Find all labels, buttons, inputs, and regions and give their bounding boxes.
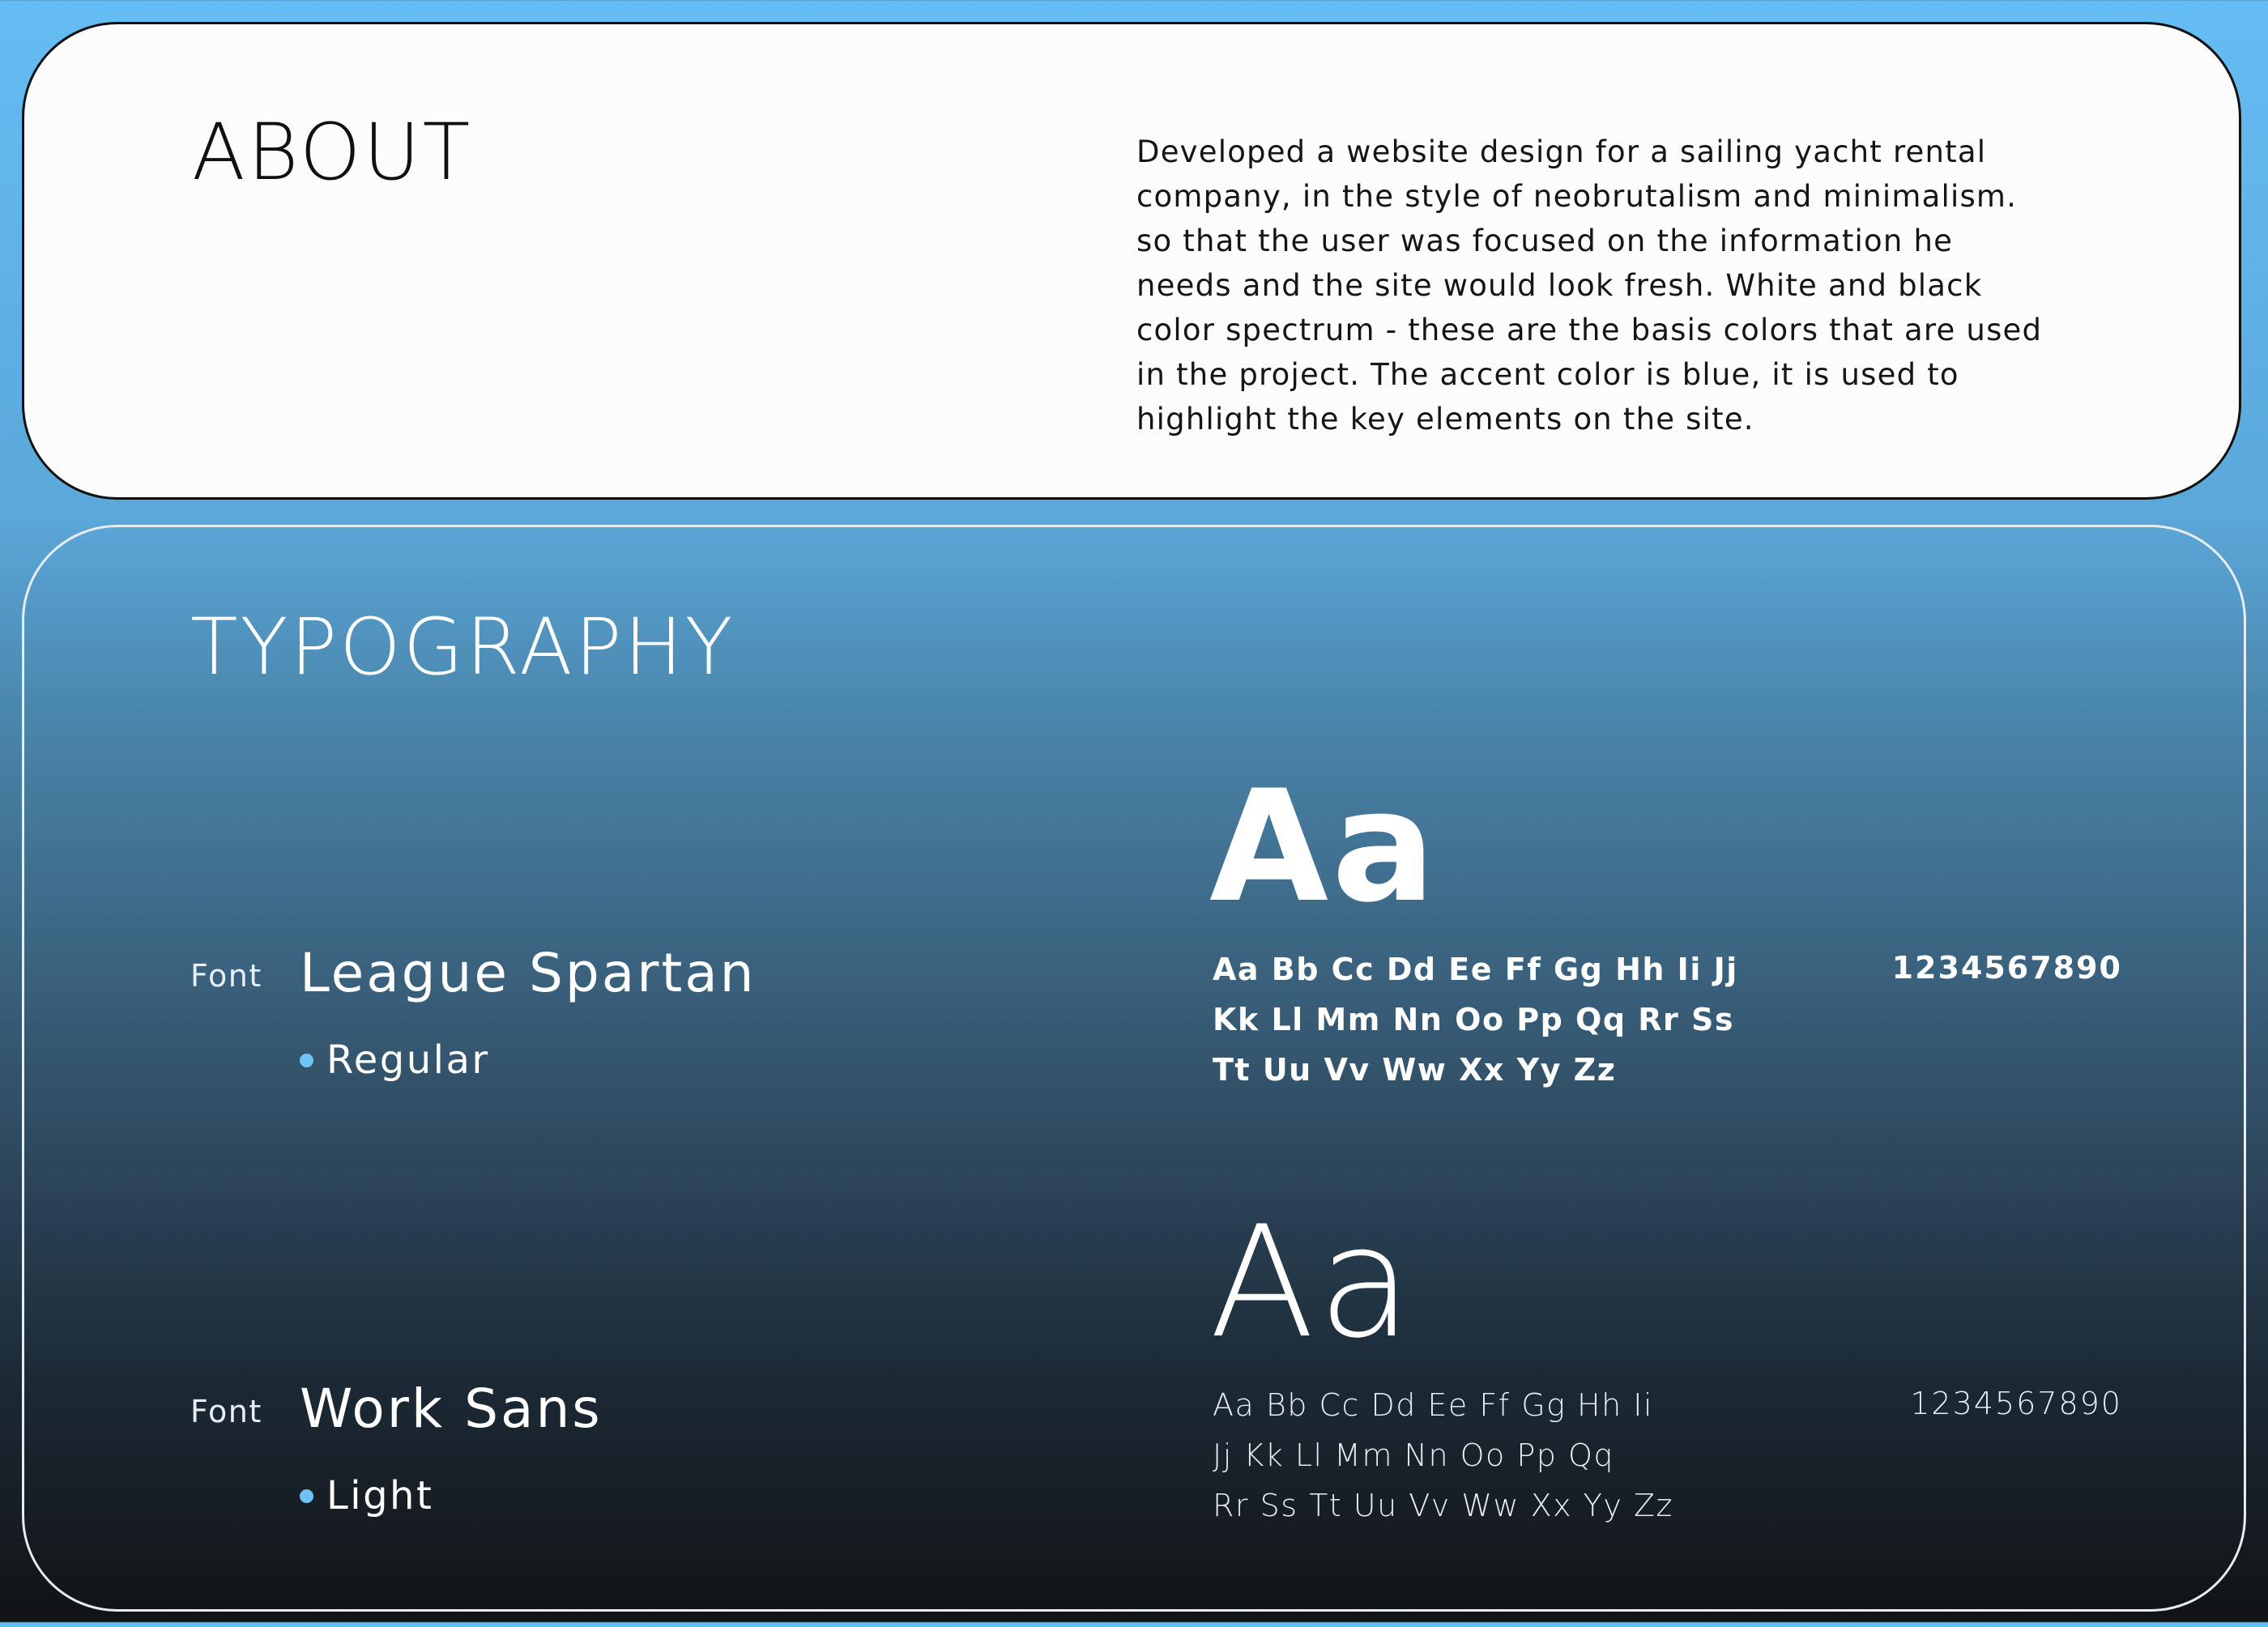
- about-card: [22, 22, 2241, 500]
- about-line: needs and the site would look fresh. White and black: [1136, 268, 1983, 303]
- font-weight-label: Light: [326, 1473, 434, 1518]
- font-name: Work Sans: [300, 1378, 603, 1440]
- about-title: ABOUT: [192, 107, 473, 198]
- about-line: highlight the key elements on the site.: [1136, 402, 1754, 437]
- font-digits: 1234567890: [1910, 1386, 2122, 1421]
- font-weight-row: [300, 1473, 433, 1518]
- font-block-league-spartan: [24, 757, 2244, 1191]
- font-label: Font: [190, 1394, 262, 1429]
- bullet-dot-icon: [300, 1489, 313, 1503]
- typography-title: TYPOGRAPHY: [190, 602, 735, 692]
- font-weight-row: [300, 1037, 490, 1083]
- font-block-work-sans: [24, 1193, 2244, 1627]
- typography-card: [22, 525, 2246, 1612]
- alphabet-line: Tt Uu Vv Ww Xx Yy Zz: [1213, 1052, 1617, 1088]
- font-specimen: Aa: [1209, 1193, 1416, 1372]
- font-alphabet: [1213, 944, 1796, 1095]
- alphabet-line: Rr Ss Tt Uu Vv Ww Xx Yy Zz: [1213, 1488, 1673, 1523]
- font-specimen: Aa: [1209, 757, 1439, 936]
- alphabet-line: Kk Ll Mm Nn Oo Pp Qq Rr Ss: [1213, 1002, 1735, 1037]
- alphabet-line: Aa Bb Cc Dd Ee Ff Gg Hh Ii: [1213, 1387, 1654, 1423]
- alphabet-line: Jj Kk Ll Mm Nn Oo Pp Qq: [1213, 1437, 1615, 1473]
- alphabet-line: Aa Bb Cc Dd Ee Ff Gg Hh Ii Jj: [1213, 952, 1738, 987]
- font-digits: 1234567890: [1891, 950, 2122, 986]
- about-line: Developed a website design for a sailing yacht rental: [1136, 134, 1987, 169]
- font-weight-label: Regular: [326, 1037, 490, 1083]
- font-alphabet: [1213, 1380, 1796, 1531]
- about-line: in the project. The accent color is blue, it is used to: [1136, 357, 1959, 392]
- font-name: League Spartan: [300, 942, 757, 1004]
- about-line: color spectrum - these are the basis colors that are used: [1136, 313, 2043, 347]
- font-label: Font: [190, 958, 262, 994]
- about-line: company, in the style of neobrutalism and minimalism.: [1136, 179, 2018, 214]
- about-line: so that the user was focused on the information he: [1136, 224, 1954, 258]
- about-description: [1136, 130, 2222, 441]
- bullet-dot-icon: [300, 1054, 313, 1067]
